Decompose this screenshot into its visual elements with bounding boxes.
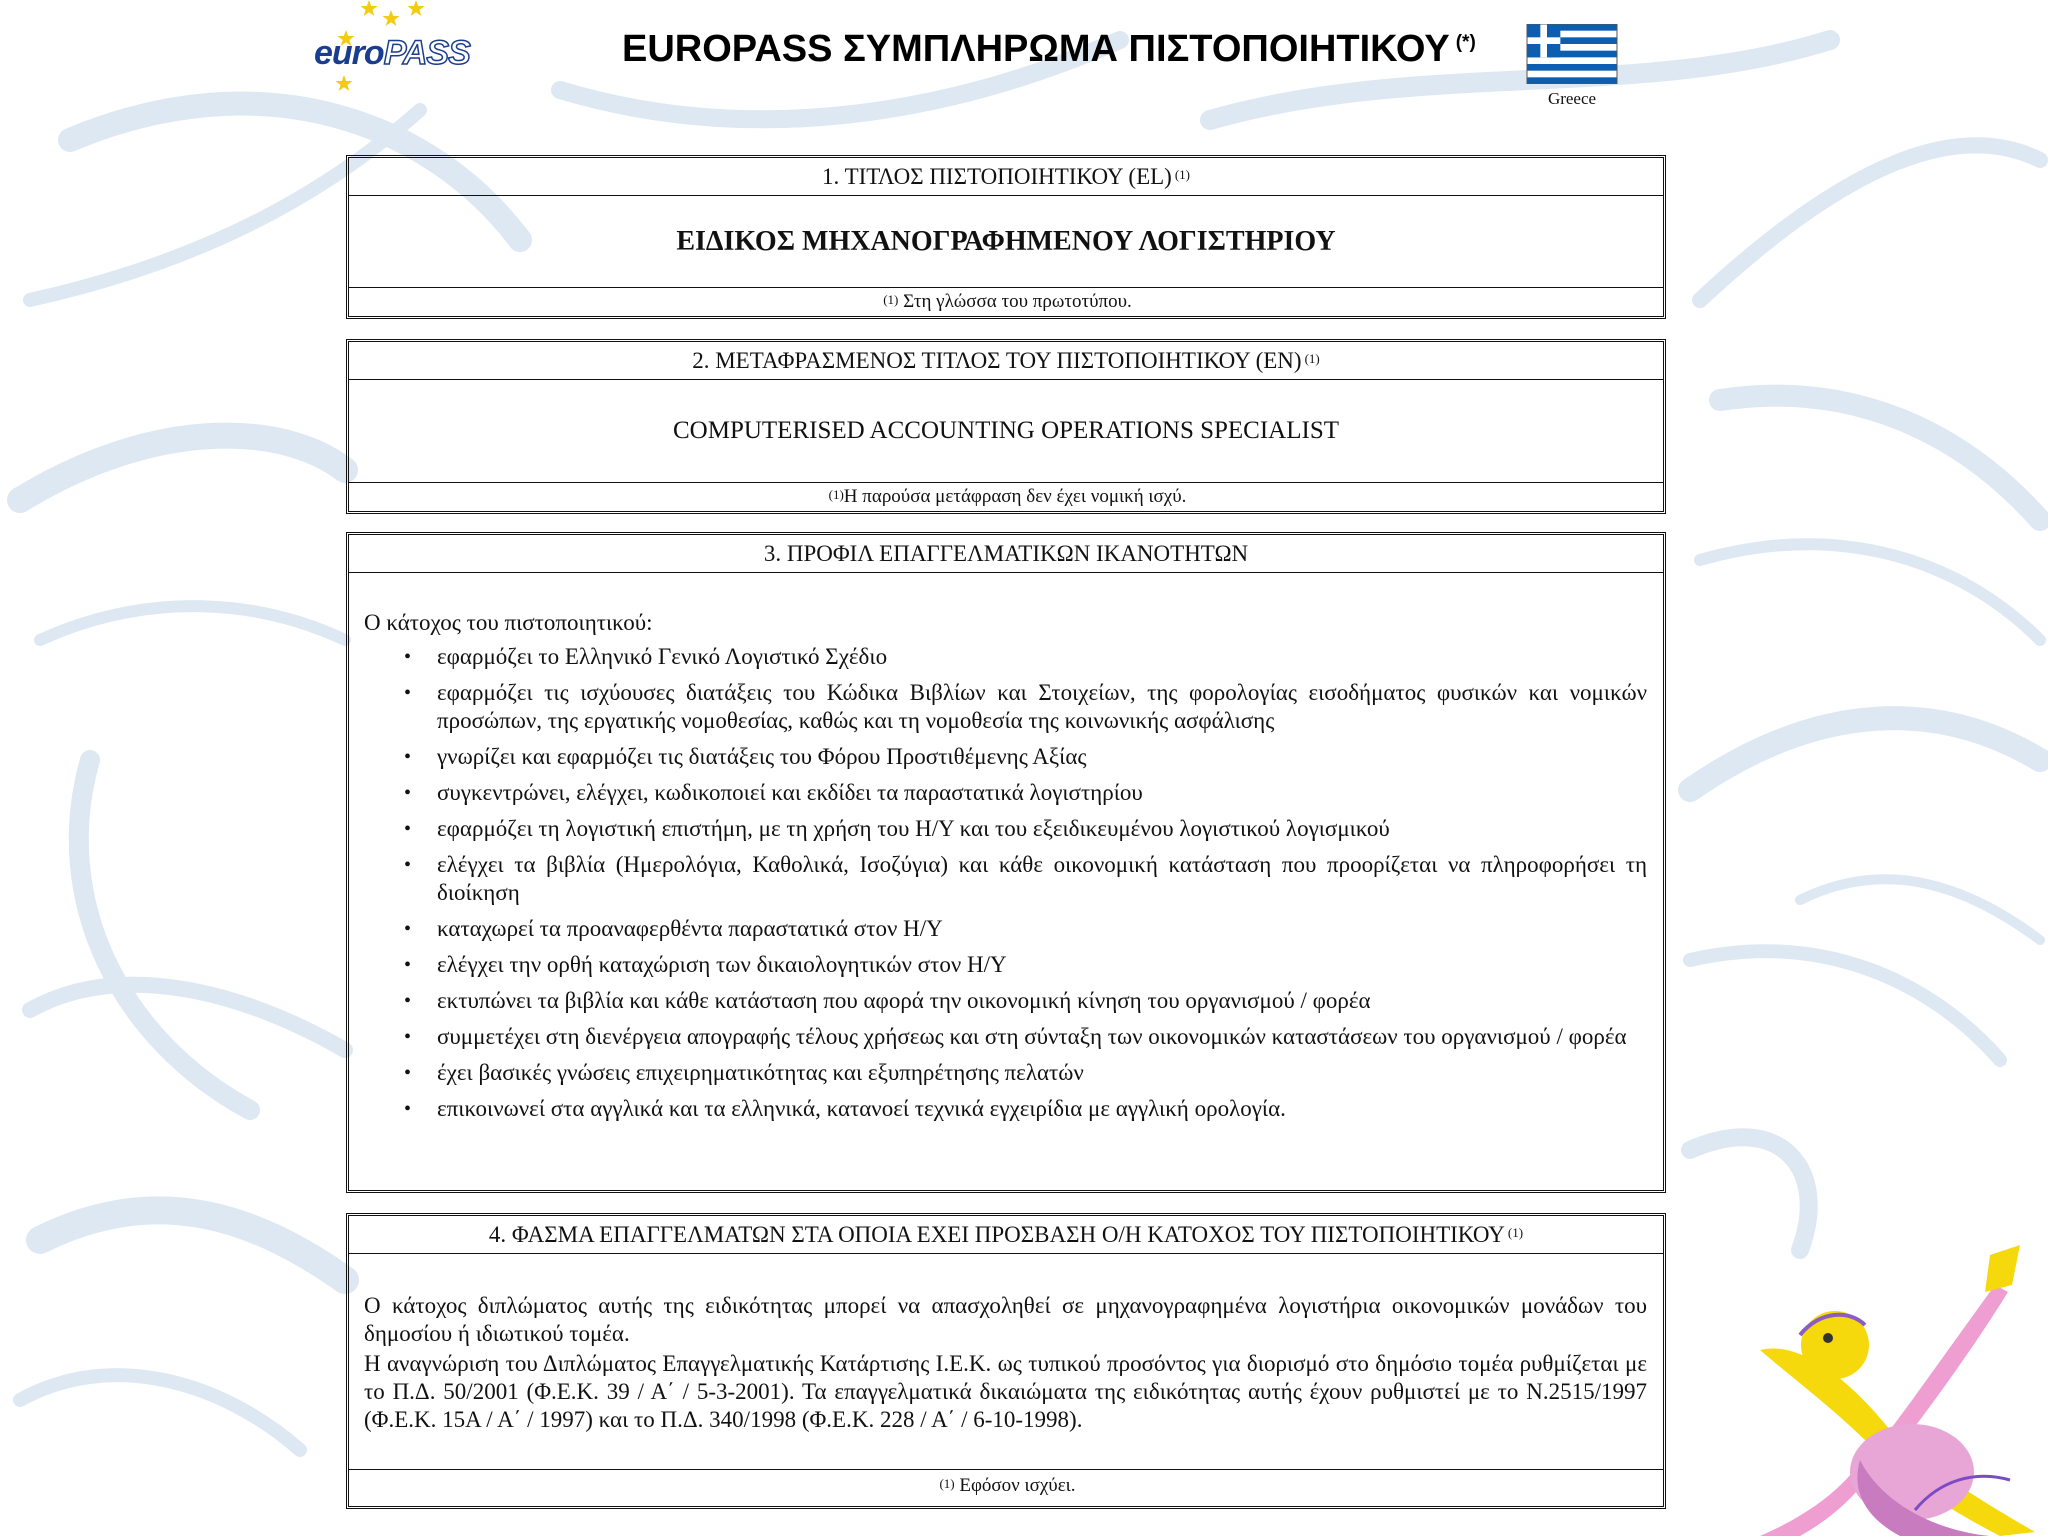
section-4-paragraph-2: Η αναγνώριση του Διπλώματος Επαγγελματικής Κατάρτισης Ι.Ε.Κ. ως τυπικού προσόντος για διορισμό στο δημόσιο τομέα ρυθμίζεται με το Π.Δ. 50/2001 (Φ.Ε.Κ. 39 / Α΄ / 5-3-2001). Τα επαγγελματικά δικαιώματα της ειδικότητας αυτής έχουν ρυθμιστεί με το Ν.2515/1997 (Φ.Ε.Κ. 15Α / Α΄ / 1997) και το Π.Δ. 340/1998 (Φ.Ε.Κ. 228 / Α΄ / 6-10-1998). (364, 1351, 1647, 1432)
section-3-header-text: 3. ΠΡΟΦΙΛ ΕΠΑΓΓΕΛΜΑΤΙΚΩΝ ΙΚΑΝΟΤΗΤΩΝ (763, 540, 1249, 566)
greece-flag-icon (1526, 24, 1618, 84)
skill-list-item (349, 987, 1647, 1015)
skill-list-item (349, 815, 1647, 843)
bullet-icon: • (404, 818, 412, 840)
logo-pass-text: PASS (383, 34, 470, 72)
europass-mascot-icon (1740, 1240, 2040, 1536)
logo-euro-text: euro (314, 34, 384, 72)
bullet-icon: • (404, 1098, 412, 1120)
section-4-occupations (346, 1213, 1666, 1509)
bullet-icon: • (404, 682, 412, 704)
section-3-header (349, 535, 1663, 573)
europass-logo (308, 0, 508, 100)
bullet-icon: • (404, 954, 412, 976)
section-2-header (349, 342, 1663, 380)
skill-text: επικοινωνεί στα αγγλικά και τα ελληνικά, κατανοεί τεχνικά εγχειρίδια με αγγλική ορολογία. (437, 1096, 1286, 1121)
footnote-mark: (1) (1507, 1224, 1524, 1240)
section-1-value: ΕΙΔΙΚΟΣ ΜΗΧΑΝΟΓΡΑΦΗΜΕΝΟΥ ΛΟΓΙΣΤΗΡΙΟΥ (349, 196, 1663, 288)
bullet-icon: • (404, 746, 412, 768)
skill-list-item (349, 1023, 1647, 1051)
bullet-icon: • (404, 990, 412, 1012)
bullet-icon: • (404, 918, 412, 940)
skill-text: συμμετέχει στη διενέργεια απογραφής τέλους χρήσεως και στη σύνταξη των οικονομικών καταστάσεων του οργανισμού / φορέα (437, 1024, 1627, 1049)
skill-text: συγκεντρώνει, ελέγχει, κωδικοποιεί και εκδίδει τα παραστατικά λογιστηρίου (437, 780, 1143, 805)
bullet-icon: • (404, 1026, 412, 1048)
section-4-header-text: 4. ΦΑΣΜΑ ΕΠΑΓΓΕΛΜΑΤΩΝ ΣΤΑ ΟΠΟΙΑ ΕΧΕΙ ΠΡΟΣΒΑΣΗ Ο/Η ΚΑΤΟΧΟΣ ΤΟΥ ΠΙΣΤΟΠΟΙΗΤΙΚΟΥ (488, 1221, 1505, 1247)
section-1-header-text: 1. ΤΙΤΛΟΣ ΠΙΣΤΟΠΟΙΗΤΙΚΟΥ (EL) (821, 163, 1172, 189)
bullet-icon: • (404, 646, 412, 668)
skill-text: εφαρμόζει το Ελληνικό Γενικό Λογιστικό Σχέδιο (437, 644, 888, 669)
section-1-header (349, 158, 1663, 196)
skill-text: ελέγχει την ορθή καταχώριση των δικαιολογητικών στον Η/Υ (437, 952, 1007, 977)
footnote-mark: (1) (1304, 350, 1320, 366)
section-2-note-text: Η παρούσα μετάφραση δεν έχει νομική ισχύ. (843, 486, 1187, 507)
section-4-paragraph-1: Ο κάτοχος διπλώματος αυτής της ειδικότητας μπορεί να απασχοληθεί σε μηχανογραφημένα λογιστήρια οικονομικών μονάδων του δημοσίου ή ιδιωτικού τομέα. (364, 1293, 1647, 1346)
page-title-text: EUROPASS ΣΥΜΠΛΗΡΩΜΑ ΠΙΣΤΟΠΟΙΗΤΙΚΟΥ (622, 28, 1450, 70)
skill-list-item (349, 851, 1647, 907)
section-2-value: COMPUTERISED ACCOUNTING OPERATIONS SPECIALIST (349, 380, 1663, 483)
bullet-icon: • (404, 854, 412, 876)
skill-text: εφαρμόζει τη λογιστική επιστήμη, με τη χρήση του Η/Υ και του εξειδικευμένου λογιστικού λογισμικού (437, 816, 1390, 841)
skill-text: έχει βασικές γνώσεις επιχειρηματικότητας και εξυπηρέτησης πελατών (437, 1060, 1084, 1085)
title-footnote-mark: (*) (1455, 32, 1476, 53)
section-4-note (349, 1470, 1663, 1502)
footnote-mark: (1) (883, 292, 899, 307)
footnote-mark: (1) (1174, 166, 1191, 182)
bullet-icon: • (404, 1062, 412, 1084)
section-1-certificate-title (346, 155, 1666, 319)
logo-wordmark (314, 34, 470, 73)
skill-list-item (349, 1059, 1647, 1087)
skill-list-item (349, 1095, 1647, 1123)
skill-list-item (349, 915, 1647, 943)
section-2-header-text: 2. ΜΕΤΑΦΡΑΣΜΕΝΟΣ ΤΙΤΛΟΣ ΤΟΥ ΠΙΣΤΟΠΟΙΗΤΙΚΟΥ (EN) (692, 347, 1302, 373)
skill-text: καταχωρεί τα προαναφερθέντα παραστατικά στον Η/Υ (437, 916, 943, 941)
bullet-icon: • (404, 782, 412, 804)
section-4-header (349, 1216, 1663, 1254)
footnote-mark: (1) (939, 1476, 955, 1491)
section-3-body (349, 573, 1663, 1190)
section-3-skills-profile (346, 532, 1666, 1193)
section-1-note-text: Στη γλώσσα του πρωτοτύπου. (903, 291, 1132, 312)
skill-list-item (349, 679, 1647, 735)
section-1-note (349, 288, 1663, 316)
skill-list-item (349, 779, 1647, 807)
section-2-note (349, 483, 1663, 511)
skill-list-item (349, 951, 1647, 979)
section-4-body (349, 1254, 1663, 1470)
page-title (622, 28, 1476, 71)
country-label: Greece (1547, 89, 1597, 108)
skill-list-item (349, 743, 1647, 771)
skill-text: εφαρμόζει τις ισχύουσες διατάξεις του Κώδικα Βιβλίων και Στοιχείων, της φορολογίας εισοδήματος φυσικών και νομικών προσώπων, της εργατικής νομοθεσίας, καθώς και τη νομοθεσία της κοινωνικής ασφάλισης (437, 680, 1647, 733)
skills-list (349, 643, 1663, 1123)
skill-text: ελέγχει τα βιβλία (Ημερολόγια, Καθολικά, Ισοζύγια) και κάθε οικονομική κατάσταση που προορίζεται να πληροφορήσει τη διοίκηση (437, 852, 1647, 905)
skill-text: εκτυπώνει τα βιβλία και κάθε κατάσταση που αφορά την οικονομική κίνηση του οργανισμού / φορέα (437, 988, 1371, 1013)
section-3-intro: Ο κάτοχος του πιστοποιητικού: (364, 610, 653, 635)
skill-list-item (349, 643, 1647, 671)
skill-text: γνωρίζει και εφαρμόζει τις διατάξεις του Φόρου Προστιθέμενης Αξίας (437, 744, 1087, 769)
footnote-mark: (1) (828, 487, 844, 502)
section-2-translated-title (346, 339, 1666, 514)
section-4-note-text: Εφόσον ισχύει. (959, 1475, 1076, 1496)
